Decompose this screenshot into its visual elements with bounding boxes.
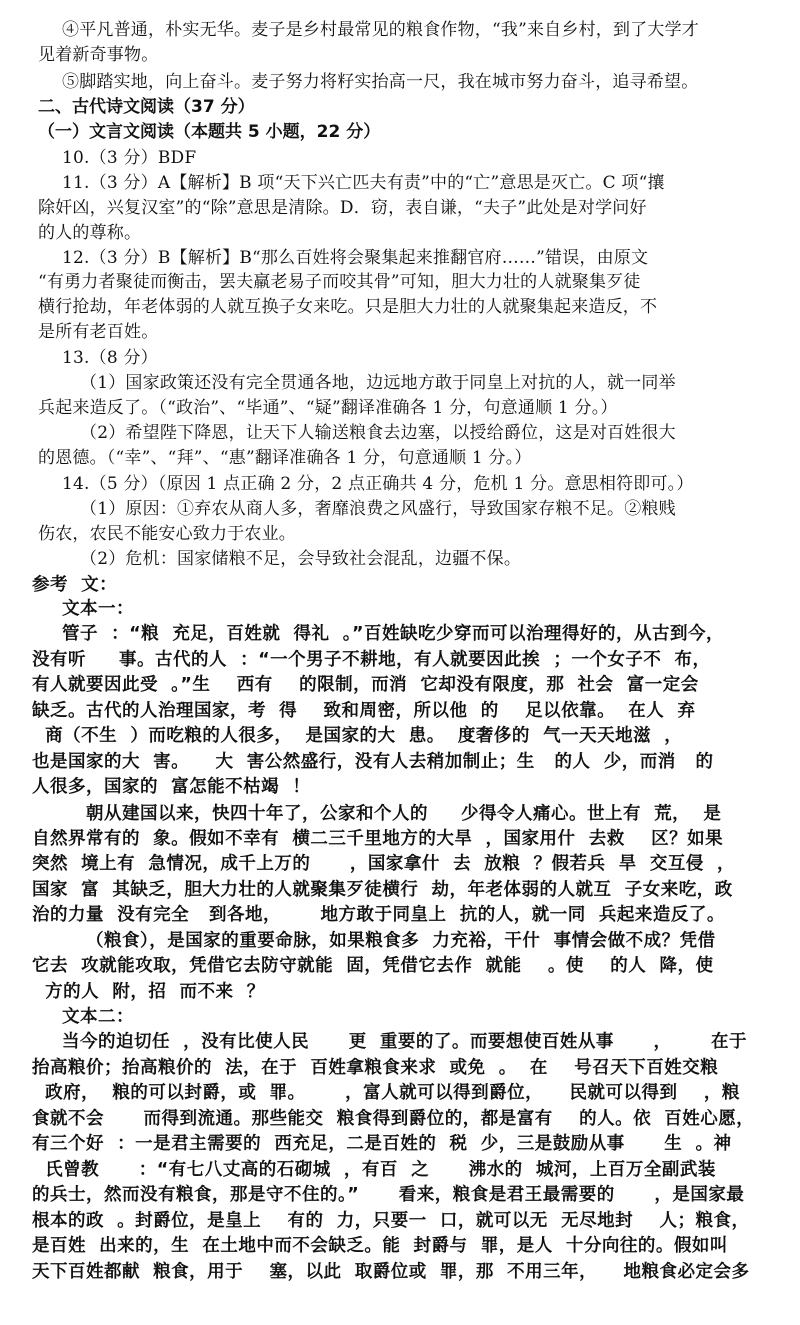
- text1-line: 治的力量 没有完全 到各地， 地方敢于同皇上 抗的人，就一同 兵起来造反了。: [32, 905, 725, 925]
- text2-line: 根本的政 。封爵位，是皇上 有的 力，只要一 口，就可以无 无尽地封 人；粮食，: [32, 1211, 750, 1231]
- text2-line: 天下百姓都献 粮食，用于 塞，以此 取爵位或 罪，那 不用三年， 地粮食必定会多: [32, 1262, 750, 1282]
- text2-line: 当今的迫切任 ，没有比使人民 更 重要的了。而要想使百姓从事 ， 在于: [62, 1032, 748, 1052]
- subsection-title: （一）文言文阅读（本题共 5 小题，22 分）: [38, 122, 381, 142]
- answer-q12-line: 横行抢劫，年老体弱的人就互换子女来吃。只是胆大力壮的人就聚集起来造反，不: [38, 297, 658, 317]
- text2-line: 有三个好 ：一是君主需要的 西充足，二是百姓的 税 少，三是鼓励从事 生 。神: [32, 1134, 732, 1154]
- answer-q13-line: （1）国家政策还没有完全贯通各地，边远地方敢于同皇上对抗的人，就一同举: [80, 373, 676, 393]
- text1-line: （粮食），是国家的重要命脉，如果粮食多 力充裕，干什 事情会做不成？凭借: [86, 931, 716, 951]
- text2-title: 文本二：: [62, 1007, 134, 1027]
- text2-line: 食就不会 而得到流通。那些能交 粮食得到爵位的，都是富有 的人。依 百姓心愿，: [32, 1109, 755, 1129]
- answer-q11-line: 的人的尊称。: [38, 223, 142, 243]
- text1-line: 缺乏。古代的人治理国家，考 得 致和周密，所以他 的 足以依靠。 在人 弃: [32, 701, 696, 721]
- answer-q12-line: 12.（3 分）B【解析】B“那么百姓将会聚集起来推翻官府……”错误，由原文: [62, 248, 649, 268]
- answer-q13-line: 的恩德。（“幸”、“拜”、“惠”翻译准确各 1 分，句意通顺 1 分。）: [38, 448, 532, 468]
- text1-line: 方的人 附，招 而不来 ？: [32, 982, 265, 1002]
- text1-line: 管子 ：“粮 充足，百姓就 得礼 。”百姓缺吃少穿而可以治理得好的，从古到今，: [62, 624, 724, 644]
- text1-title: 文本一：: [62, 599, 134, 619]
- answer-q11-line: 除奸凶，兴复汉室”的“除”意思是清除。D．窃，表自谦，“夫子”此处是对学问好: [38, 198, 647, 218]
- text1-line: 商（不生 ）而吃粮的人很多， 是国家的大 患。 度奢侈的 气一天天地滋 ，: [32, 726, 683, 746]
- text1-line: 它去 攻就能攻取，凭借它去防守就能 固，凭借它去作 就能 。使 的人 降，使: [32, 956, 714, 976]
- answer-item-4-line: 见着新奇事物。: [38, 45, 159, 65]
- answer-item-5-line: ⑤脚踏实地，向上奋斗。麦子努力将籽实抬高一尺，我在城市努力奋斗，追寻希望。: [62, 72, 699, 92]
- text1-line: 突然 境上有 急情况，成千上万的 ，国家拿什 去 放粮 ？假若兵 旱 交互侵 ，: [32, 854, 736, 874]
- answer-q10: 10.（3 分）BDF: [62, 148, 197, 168]
- answer-q14-line: （1）原因：①弃农从商人多，奢靡浪费之风盛行，导致国家存粮不足。②粮贱: [80, 499, 676, 519]
- answer-q13-line: 兵起来造反了。（“政治”、“毕通”、“疑”翻译准确各 1 分，句意通顺 1 分。）: [38, 398, 618, 418]
- text2-line: 政府， 粮的可以封爵，或 罪。 ，富人就可以得到爵位， 民就可以得到 ，粮: [32, 1083, 740, 1103]
- text2-line: 抬高粮价；抬高粮价的 法，在于 百姓拿粮食来求 或免 。 在 号召天下百姓交粮: [32, 1058, 719, 1078]
- text1-line: 人很多，国家的 富怎能不枯竭 ！: [32, 777, 311, 797]
- answer-q12-line: “有勇力者聚徒而衡击，罢夫羸老易子而咬其骨”可知，胆大力壮的人就聚集歹徒: [38, 272, 641, 292]
- answer-q14-line: （2）危机：国家储粮不足，会导致社会混乱，边疆不保。: [80, 549, 522, 569]
- answer-q11-line: 11.（3 分）A【解析】B 项“天下兴亡匹夫有责”中的“亡”意思是灭亡。C 项“攘: [62, 173, 665, 193]
- answer-item-4-line: ④平凡普通，朴实无华。麦子是乡村最常见的粮食作物，“我”来自乡村，到了大学才: [62, 20, 699, 40]
- text1-line: 朝从建国以来，快四十年了，公家和个人的 少得令人痛心。世上有 荒， 是: [86, 804, 722, 824]
- text1-line: 国家 富 其缺乏，胆大力壮的人就聚集歹徒横行 劫，年老体弱的人就互 子女来吃，政: [32, 880, 733, 900]
- answer-q12-line: 是所有老百姓。: [38, 322, 159, 342]
- text2-line: 的兵士，然而没有粮食，那是守不住的。” 看来，粮食是君王最需要的 ，是国家最: [32, 1185, 745, 1205]
- text1-line: 自然界常有的 象。假如不幸有 横二三千里地方的大旱 ，国家用什 去救 区？如果: [32, 829, 724, 849]
- text1-line: 没有听 事。古代的人 ：“一个男子不耕地，有人就要因此挨 ；一个女子不 布，: [32, 650, 711, 670]
- text2-line: 是百姓 出来的，生 在土地中而不会缺乏。能 封爵与 罪，是人 十分向往的。假如叫: [32, 1236, 728, 1256]
- answer-q13-line: （2）希望陛下降恩，让天下人输送粮食去边塞，以授给爵位，这是对百姓很大: [80, 423, 676, 443]
- text1-line: 有人就要因此受 。”生 西有 的限制，而消 它却没有限度，那 社会 富一定会: [32, 675, 699, 695]
- section-title: 二、古代诗文阅读（37 分）: [38, 97, 255, 117]
- answer-q14-line: 伤农，农民不能安心致力于农业。: [38, 524, 296, 544]
- text2-line: 氏曾教 ：“有七八丈高的石砌城 ，有百 之 沸水的 城河，上百万全副武装: [32, 1160, 716, 1180]
- text1-line: 也是国家的大 害。 大 害公然盛行，没有人去稍加制止；生 的人 少，而消 的: [32, 752, 714, 772]
- reference-translation-title: 参考 文：: [32, 575, 118, 595]
- answer-q14-line: 14.（5 分）（原因 1 点正确 2 分，2 点正确共 4 分，危机 1 分。意思相符即可。）: [62, 474, 694, 494]
- answer-q13-line: 13.（8 分）: [62, 348, 158, 368]
